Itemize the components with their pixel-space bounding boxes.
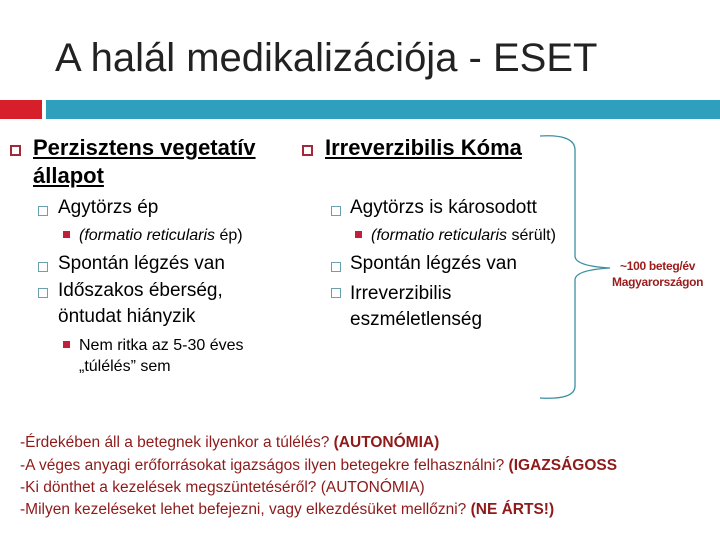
question-text: -Ki dönthet a kezelések megszüntetéséről? (AUTONÓMIA): [20, 479, 425, 496]
left-item: Időszakos éberség,: [58, 280, 223, 301]
bullet-icon: [10, 145, 21, 156]
slide-title: A halál medikalizációja - ESET: [55, 36, 598, 80]
bullet-icon: [302, 145, 313, 156]
right-item: Irreverzibilis: [350, 283, 452, 304]
note-line: Magyarországon: [612, 275, 704, 289]
bullet-icon: [38, 288, 48, 298]
right-item: eszméletlenség: [350, 309, 483, 330]
right-item: Spontán légzés van: [350, 253, 517, 274]
bullet-icon: [331, 288, 341, 298]
text: ép): [215, 227, 243, 244]
curly-brace-icon: [530, 128, 620, 408]
question-line: [20, 455, 617, 477]
bullet-icon: [331, 206, 341, 216]
bullet-icon: [355, 231, 362, 238]
left-sub: Nem ritka az 5-30 éves: [79, 337, 244, 354]
question-line: [20, 477, 425, 499]
question-line: [20, 432, 439, 454]
bullet-icon: [63, 231, 70, 238]
principle-label: (NE ÁRTS!): [470, 501, 555, 518]
left-sub: [79, 225, 243, 246]
question-text: -Milyen kezeléseket lehet befejezni, vagy elkezdésüket mellőzni?: [20, 501, 471, 518]
right-sub: [371, 225, 556, 246]
question-line: [20, 499, 554, 521]
bullet-icon: [331, 262, 341, 272]
bullet-icon: [38, 206, 48, 216]
left-heading-line: állapot: [33, 163, 104, 188]
left-item: Agytörzs ép: [58, 197, 159, 218]
bullet-icon: [63, 341, 70, 348]
bullet-icon: [38, 262, 48, 272]
left-item: öntudat hiányzik: [58, 306, 196, 327]
note-line: ~100 beteg/év: [620, 259, 696, 273]
right-heading: Irreverzibilis Kóma: [325, 135, 522, 160]
italic-text: (formatio reticularis: [371, 227, 508, 244]
left-item: Spontán légzés van: [58, 253, 225, 274]
patient-count-note: [612, 258, 703, 290]
principle-label: (AUTONÓMIA): [333, 434, 440, 451]
right-item: Agytörzs is károsodott: [350, 197, 537, 218]
accent-bar-blue: [46, 100, 720, 119]
left-sub: „túlélés” sem: [79, 358, 171, 375]
left-heading-line: Perzisztens vegetatív: [33, 135, 256, 160]
left-heading: [33, 134, 256, 190]
question-text: -Érdekében áll a betegnek ilyenkor a túlélés?: [20, 434, 334, 451]
principle-label: (IGAZSÁGOSS: [508, 457, 618, 474]
italic-text: (formatio reticularis: [79, 227, 216, 244]
accent-bar-red: [0, 100, 42, 119]
question-text: -A véges anyagi erőforrásokat igazságos ilyen betegekre felhasználni?: [20, 457, 509, 474]
text: sérült): [507, 227, 556, 244]
